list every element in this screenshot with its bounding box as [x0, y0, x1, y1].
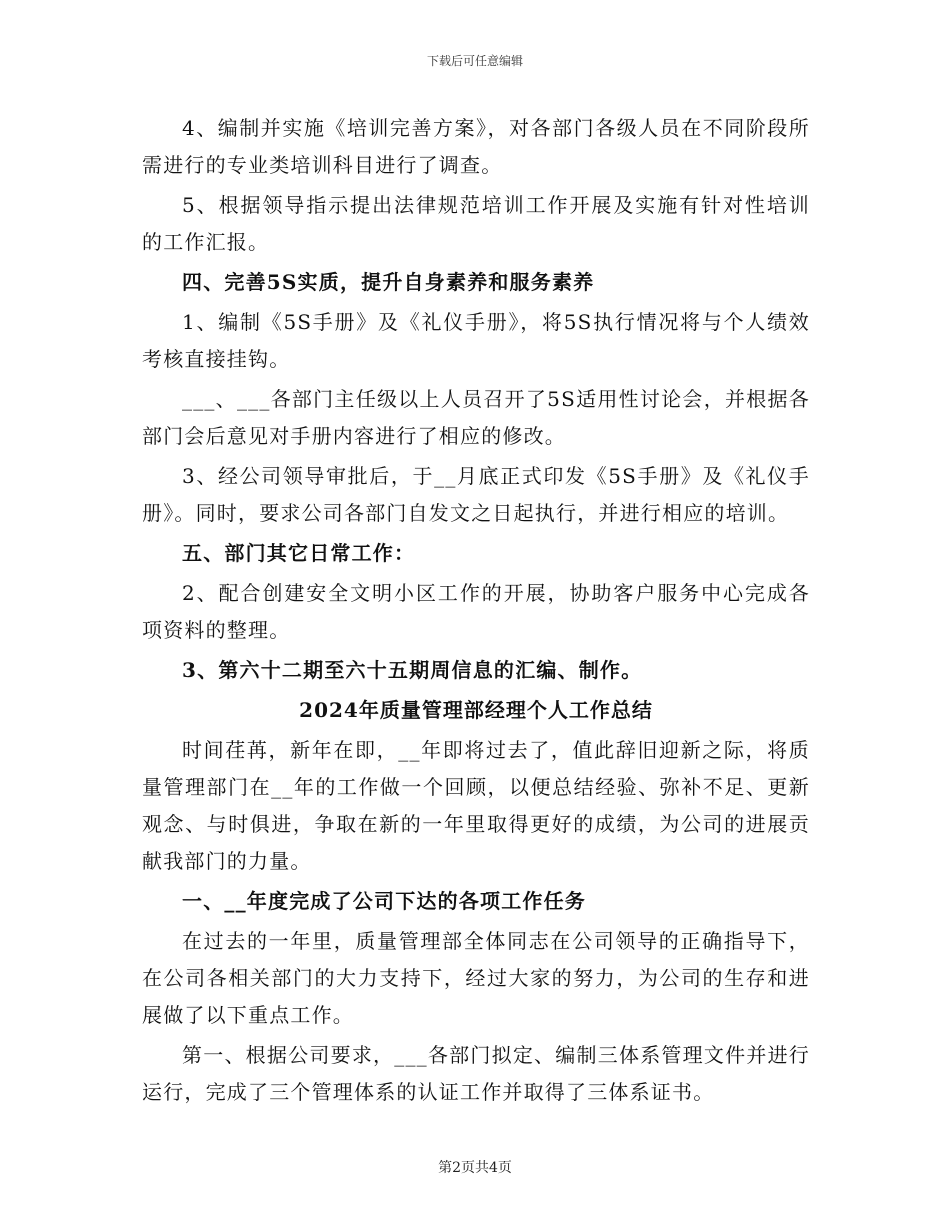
- paragraph-item-3: 3、经公司领导审批后，于__月底正式印发《5S手册》及《礼仪手册》。同时，要求公司各部门自发文之日起执行，并进行相应的培训。: [142, 464, 810, 525]
- section-heading-1: 一、__年度完成了公司下达的各项工作任务: [182, 889, 586, 913]
- paragraph-item-4: 4、编制并实施《培训完善方案》，对各部门各级人员在不同阶段所需进行的专业类培训科目进行了调查。: [142, 116, 810, 177]
- section-heading-4: 四、完善5S实质，提升自身素养和服务素养: [182, 270, 595, 294]
- intro-paragraph: 时间荏苒，新年在即，__年即将过去了，值此辞旧迎新之际，将质量管理部门在__年的工作做一个回顾，以便总结经验、弥补不足、更新观念、与时俱进，争取在新的一年里取得更好的成绩，为公司的进展贡献我部门的力量。: [142, 738, 810, 873]
- section-heading-5: 五、部门其它日常工作：: [182, 541, 416, 565]
- paragraph-item-2: ___、___各部门主任级以上人员召开了5S适用性讨论会，并根据各部门会后意见对手册内容进行了相应的修改。: [142, 387, 810, 448]
- paragraph-item-2b: 2、配合创建安全文明小区工作的开展，协助客户服务中心完成各项资料的整理。: [142, 581, 810, 642]
- page-header: 下载后可任意编辑: [426, 54, 523, 68]
- paragraph-item-5: 5、根据领导指示提出法律规范培训工作开展及实施有针对性培训的工作汇报。: [142, 193, 810, 254]
- paragraph-item-3b: 3、第六十二期至六十五期周信息的汇编、制作。: [182, 658, 643, 682]
- document-title: 2024年质量管理部经理个人工作总结: [299, 698, 653, 722]
- page-footer: 第2页共4页: [438, 1160, 512, 1176]
- body-paragraph: 在过去的一年里，质量管理部全体同志在公司领导的正确指导下，在公司各相关部门的大力支持下，经过大家的努力，为公司的生存和进展做了以下重点工作。: [142, 929, 810, 1027]
- paragraph-item-1: 1、编制《5S手册》及《礼仪手册》，将5S执行情况将与个人绩效考核直接挂钩。: [142, 310, 810, 371]
- document-body: [142, 110, 810, 1114]
- body-paragraph-first: 第一、根据公司要求，___各部门拟定、编制三体系管理文件并进行运行，完成了三个管理体系的认证工作并取得了三体系证书。: [142, 1043, 810, 1104]
